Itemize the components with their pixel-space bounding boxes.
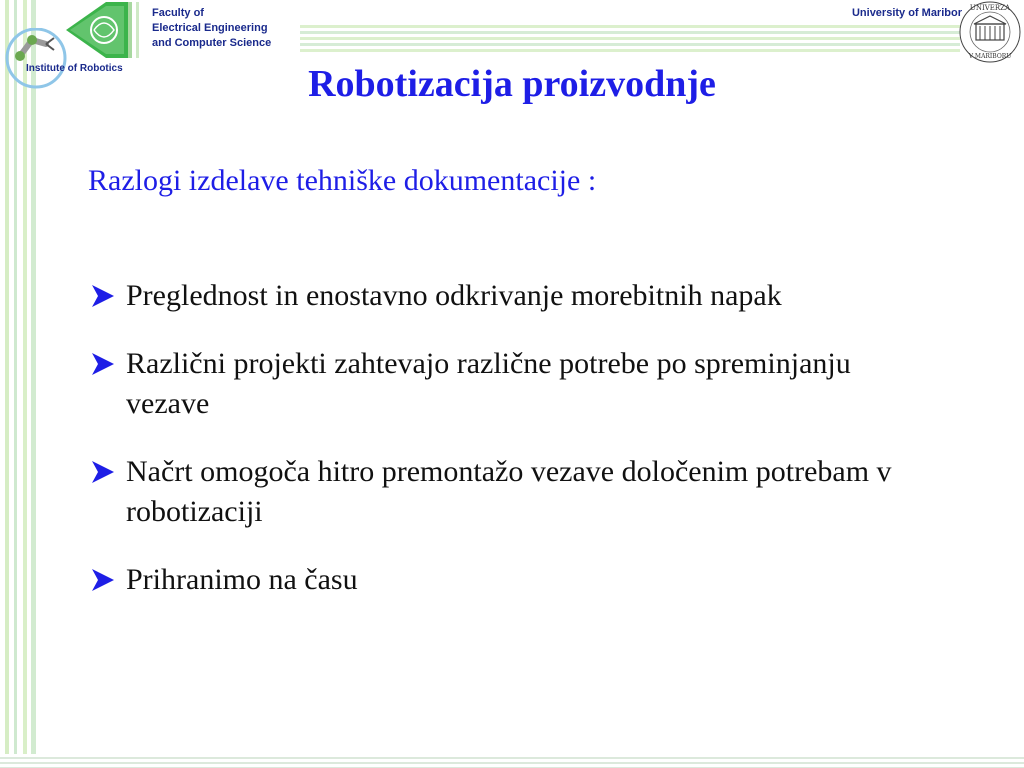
institute-name: Institute of Robotics: [26, 63, 123, 74]
arrow-right-icon: [88, 567, 118, 593]
bullet-text: Preglednost in enostavno odkrivanje morebitnih napak: [126, 279, 782, 312]
bullet-item: [88, 452, 928, 532]
arrow-right-icon: [88, 459, 118, 485]
bullet-item: [88, 344, 928, 424]
bullet-item: [88, 560, 928, 600]
arrow-right-icon: [88, 351, 118, 377]
faculty-line-3: and Computer Science: [152, 37, 272, 49]
faculty-name: [152, 6, 271, 51]
university-name: University of Maribor: [851, 7, 962, 19]
faculty-line-1: Faculty of: [152, 7, 204, 19]
bullet-text: Prihranimo na času: [126, 563, 358, 596]
svg-text:V MARIBORU: V MARIBORU: [968, 53, 1012, 60]
arrow-right-icon: [88, 283, 118, 309]
university-seal-icon: [958, 0, 1022, 64]
left-decorative-stripes: [0, 0, 44, 768]
feri-logo-icon: [66, 2, 144, 58]
bullet-item: [88, 276, 928, 316]
bullet-list: [88, 276, 928, 600]
bullet-text: Različni projekti zahtevajo različne potrebe po spreminjanju vezave: [126, 347, 851, 420]
slide-title: Robotizacija proizvodnje: [308, 63, 716, 105]
header-decorative-stripes: [300, 22, 960, 52]
faculty-line-2: Electrical Engineering: [152, 22, 268, 34]
footer-decorative-stripes: [0, 754, 1024, 768]
bullet-text: Načrt omogoča hitro premontažo vezave določenim potrebam v robotizaciji: [126, 455, 892, 528]
svg-text:UNIVERZA: UNIVERZA: [969, 4, 1011, 12]
slide-subtitle: Razlogi izdelave tehniške dokumentacije :: [88, 164, 597, 197]
